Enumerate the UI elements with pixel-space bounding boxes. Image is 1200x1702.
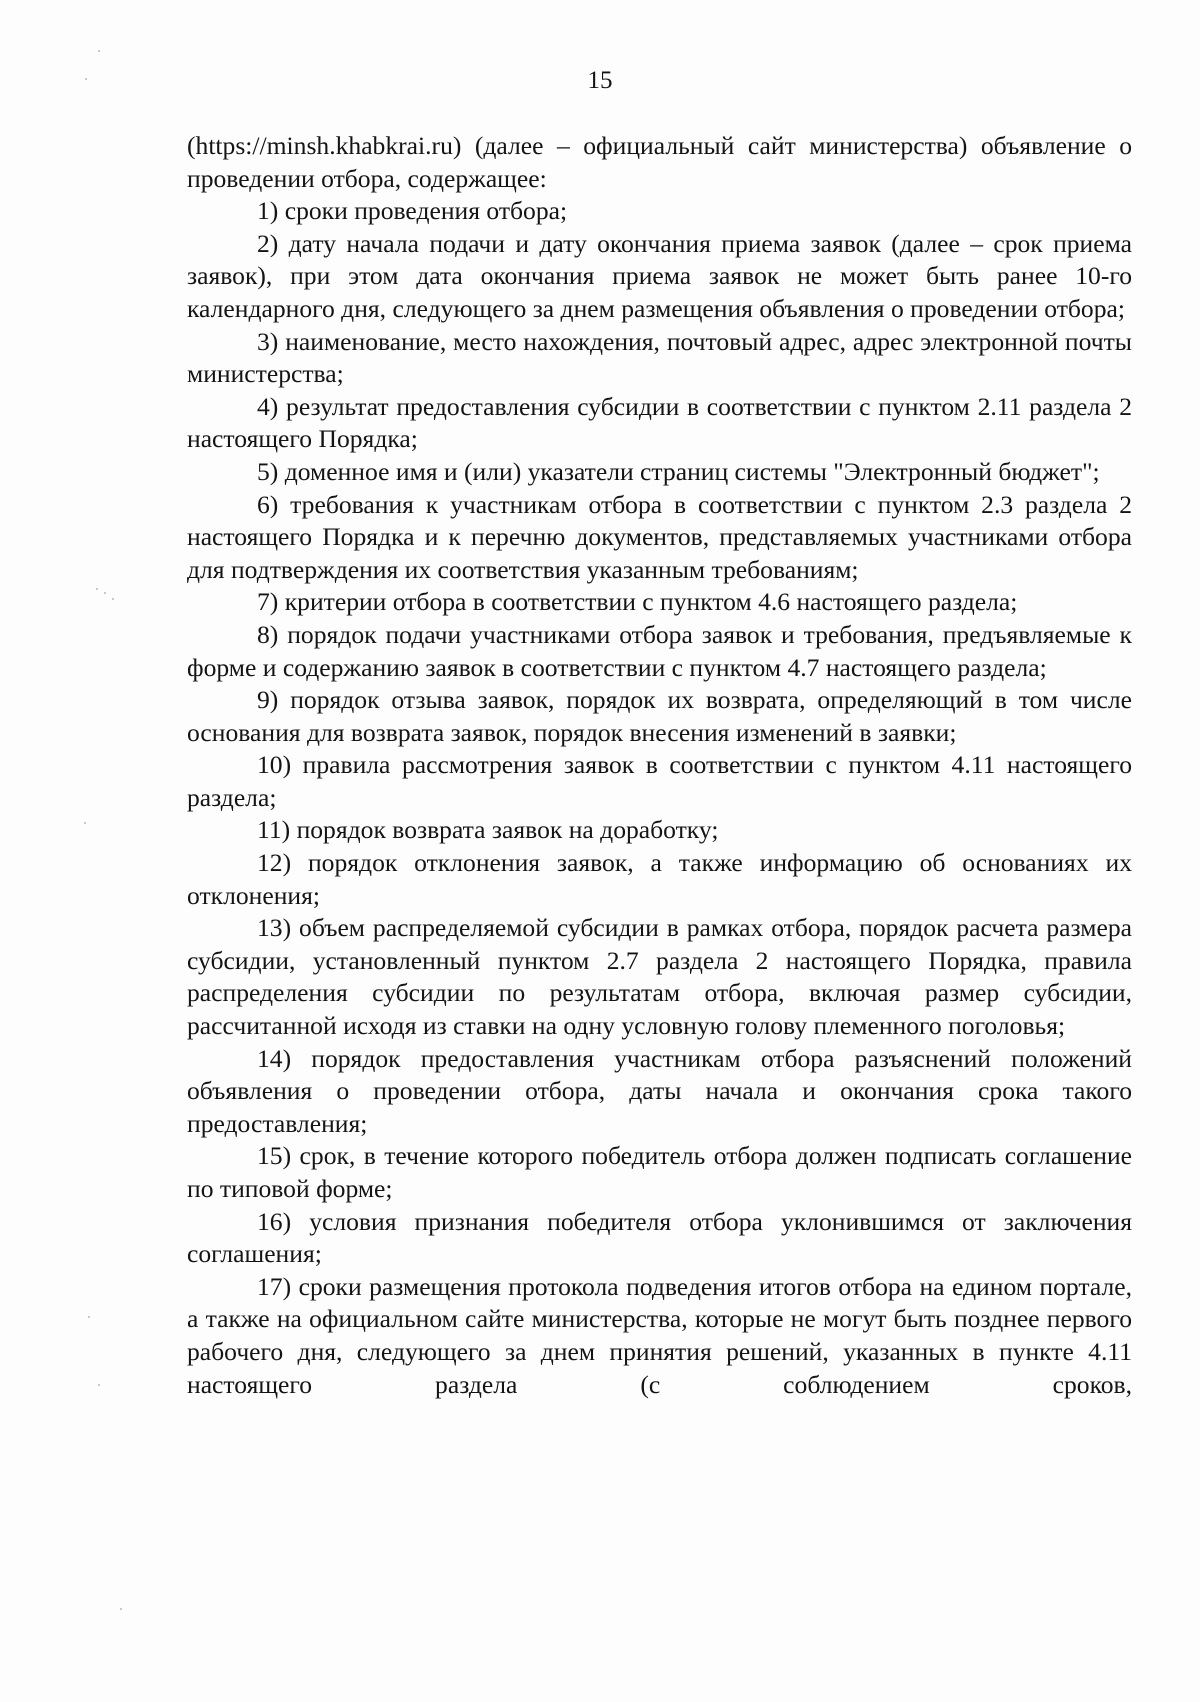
list-item-4: 4) результат предоставления субсидии в соответствии с пунктом 2.11 раздела 2 настоящего Порядка; [187,391,1132,454]
list-item-10: 10) правила рассмотрения заявок в соответствии с пунктом 4.11 настоящего раздела; [187,750,1132,812]
scan-speck [96,588,98,590]
paragraph-intro: (https://minsh.khabkrai.ru) (далее – официальный сайт министерства) объявление о проведении отбора, содержащее: [187,131,1132,193]
list-item-13: 13) объем распределяемой субсидии в рамках отбора, порядок расчета размера субсидии, установленный пунктом 2.7 раздела 2 настоящего Порядка, правила распределения субсидии по результатам отбора, включая размер субсидии, рассчитанной исходя из ставки на одну условную голову племенного поголовья; [187,913,1132,1041]
scan-speck [112,598,114,600]
list-item-12: 12) порядок отклонения заявок, а также информацию об основаниях их отклонения; [187,848,1132,910]
scan-speck [104,592,106,594]
list-item-7: 7) критерии отбора в соответствии с пунктом 4.6 настоящего раздела; [257,587,1018,617]
list-item-14: 14) порядок предоставления участникам отбора разъяснений положений объявления о проведении отбора, даты начала и окончания срока такого предоставления; [187,1043,1132,1138]
scan-speck [98,1384,100,1386]
list-item-1: 1) сроки проведения отбора; [257,196,568,226]
scan-speck [85,78,87,80]
list-item-16: 16) условия признания победителя отбора уклонившимся от заключения соглашения; [187,1206,1132,1269]
scan-speck [88,1316,90,1318]
scan-speck [98,50,100,52]
list-item-11: 11) порядок возврата заявок на доработку; [257,815,719,845]
scan-speck [84,822,86,824]
list-item-5: 5) доменное имя и (или) указатели страниц системы "Электронный бюджет"; [257,456,1100,486]
page-number: 15 [587,67,613,94]
list-item-2: 2) дату начала подачи и дату окончания приема заявок (далее – срок приема заявок), при этом дата окончания приема заявок не может быть ранее 10-го календарного дня, следующего за днем размещения объявления о проведении отбора; [187,228,1132,323]
list-item-3: 3) наименование, место нахождения, почтовый адрес, адрес электронной почты министерства; [187,326,1132,389]
scan-speck [120,1608,122,1610]
list-item-8: 8) порядок подачи участниками отбора заявок и требования, предъявляемые к форме и содержанию заявок в соответствии с пунктом 4.7 настоящего раздела; [187,619,1132,682]
list-item-9: 9) порядок отзыва заявок, порядок их возврата, определяющий в том числе основания для возврата заявок, порядок внесения изменений в заявки; [187,685,1132,747]
document-body [187,130,1132,1401]
list-item-17: 17) сроки размещения протокола подведения итогов отбора на едином портале, а также на официальном сайте министерства, которые не могут быть позднее первого рабочего дня, следующего за днем принятия решений, указанных в пункте 4.11 настоящего раздела (с соблюдением сроков, [187,1271,1132,1399]
list-item-6: 6) требования к участникам отбора в соответствии с пунктом 2.3 раздела 2 настоящего Порядка и к перечню документов, представляемых участниками отбора для подтверждения их соответствия указанным требованиям; [187,489,1132,584]
list-item-15: 15) срок, в течение которого победитель отбора должен подписать соглашение по типовой форме; [187,1141,1132,1203]
